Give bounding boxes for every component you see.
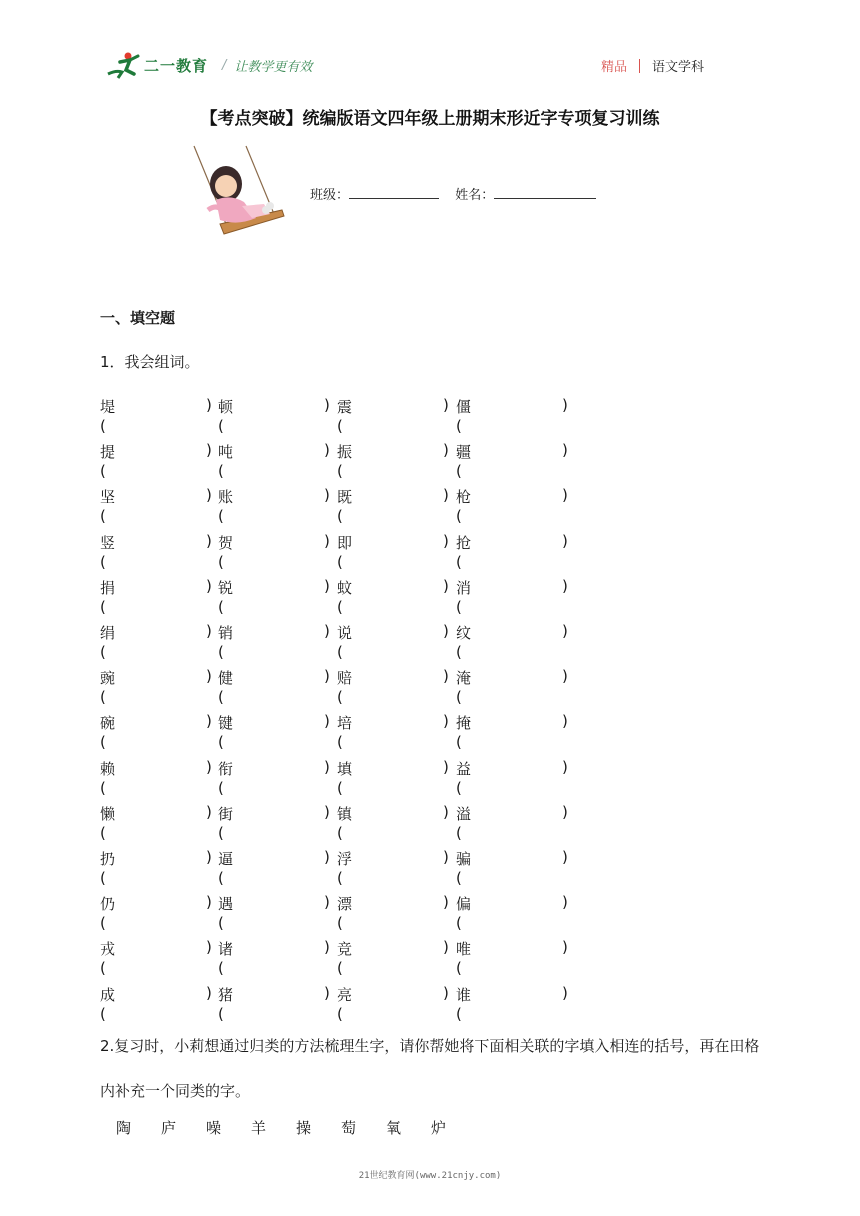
target-character: 浮( [337, 850, 353, 887]
answer-blank-close: ) [324, 758, 330, 776]
word-row [0, 577, 860, 616]
answer-blank-close: ) [562, 396, 568, 414]
section-title: 一、填空题 [100, 309, 176, 327]
target-character: 掩( [456, 714, 472, 751]
sort-character[interactable]: 萄 [341, 1119, 357, 1137]
target-character: 竖( [100, 534, 116, 571]
target-character: 淹( [456, 669, 472, 706]
target-character: 抢( [456, 534, 472, 571]
sort-character[interactable]: 陶 [116, 1119, 132, 1137]
target-character: 蚊( [337, 579, 353, 616]
answer-blank-close: ) [324, 893, 330, 911]
target-character: 既( [337, 488, 353, 525]
page-footer: 21世纪教育网(www.21cnjy.com) [358, 1171, 502, 1181]
target-character: 锐( [218, 579, 234, 616]
answer-blank-close: ) [562, 532, 568, 550]
target-character: 亮( [337, 986, 353, 1023]
target-character: 成( [100, 986, 116, 1023]
name-blank[interactable] [494, 186, 596, 199]
answer-blank-close: ) [443, 712, 449, 730]
answer-blank-close: ) [562, 803, 568, 821]
answer-blank-close: ) [562, 441, 568, 459]
target-character: 账( [218, 488, 234, 525]
target-character: 吨( [218, 443, 234, 480]
site-logo [106, 50, 312, 80]
answer-blank-close: ) [206, 532, 212, 550]
answer-blank-close: ) [206, 577, 212, 595]
word-row [0, 938, 860, 977]
page-title: 【考点突破】统编版语文四年级上册期末形近字专项复习训练 [200, 109, 660, 129]
answer-blank-close: ) [324, 486, 330, 504]
target-character: 骗( [456, 850, 472, 887]
question-2-text: 2.复习时，小莉想通过归类的方法梳理生字，请你帮她将下面相关联的字填入相连的括号，再在田格内补充一个同类的字。 [100, 1037, 760, 1100]
answer-blank-close: ) [562, 667, 568, 685]
target-character: 仍( [100, 895, 116, 932]
answer-blank-close: ) [443, 622, 449, 640]
word-row [0, 984, 860, 1023]
logo-text: 二一教育 [144, 56, 209, 75]
target-character: 绢( [100, 624, 116, 661]
answer-blank-close: ) [324, 532, 330, 550]
answer-blank-close: ) [443, 758, 449, 776]
target-character: 顿( [218, 398, 234, 435]
class-label: 班级： [310, 188, 350, 203]
target-character: 谁( [456, 986, 472, 1023]
sort-character[interactable]: 炉 [431, 1119, 447, 1137]
header-tags [601, 56, 704, 75]
answer-blank-close: ) [562, 758, 568, 776]
target-character: 漂( [337, 895, 353, 932]
target-character: 消( [456, 579, 472, 616]
answer-blank-close: ) [206, 984, 212, 1002]
answer-blank-close: ) [562, 848, 568, 866]
running-man-logo-icon [106, 50, 142, 80]
sort-character[interactable]: 操 [296, 1119, 312, 1137]
word-row [0, 622, 860, 661]
target-character: 纹( [456, 624, 472, 661]
word-row [0, 486, 860, 525]
answer-blank-close: ) [443, 984, 449, 1002]
answer-blank-close: ) [443, 803, 449, 821]
answer-blank-close: ) [562, 577, 568, 595]
answer-blank-close: ) [443, 938, 449, 956]
target-character: 镇( [337, 805, 353, 842]
target-character: 键( [218, 714, 234, 751]
target-character: 街( [218, 805, 234, 842]
answer-blank-close: ) [206, 712, 212, 730]
answer-blank-close: ) [206, 893, 212, 911]
word-row [0, 441, 860, 480]
sort-character[interactable]: 氧 [386, 1119, 402, 1137]
word-row [0, 532, 860, 571]
answer-blank-close: ) [443, 532, 449, 550]
target-character: 碗( [100, 714, 116, 751]
target-character: 僵( [456, 398, 472, 435]
answer-blank-close: ) [324, 667, 330, 685]
target-character: 说( [337, 624, 353, 661]
target-character: 唯( [456, 940, 472, 977]
answer-blank-close: ) [562, 712, 568, 730]
target-character: 培( [337, 714, 353, 751]
target-character: 填( [337, 760, 353, 797]
word-row [0, 396, 860, 435]
quality-tag: 精品 [600, 60, 627, 75]
girl-on-swing-illustration [186, 144, 286, 240]
target-character: 赖( [100, 760, 116, 797]
word-row [0, 758, 860, 797]
target-character: 坚( [100, 488, 116, 525]
target-character: 振( [337, 443, 353, 480]
sort-character[interactable]: 羊 [251, 1119, 267, 1137]
answer-blank-close: ) [443, 667, 449, 685]
target-character: 益( [456, 760, 472, 797]
answer-blank-close: ) [324, 712, 330, 730]
tag-divider [639, 59, 640, 73]
target-character: 枪( [456, 488, 472, 525]
student-info-line [310, 184, 596, 203]
target-character: 豌( [100, 669, 116, 706]
answer-blank-close: ) [562, 622, 568, 640]
word-row [0, 667, 860, 706]
target-character: 堤( [100, 398, 116, 435]
answer-blank-close: ) [206, 441, 212, 459]
target-character: 诸( [218, 940, 234, 977]
target-character: 赔( [337, 669, 353, 706]
answer-blank-close: ) [443, 848, 449, 866]
answer-blank-close: ) [206, 667, 212, 685]
answer-blank-close: ) [443, 893, 449, 911]
target-character: 销( [218, 624, 234, 661]
answer-blank-close: ) [324, 938, 330, 956]
subject-tag: 语文学科 [651, 60, 704, 75]
target-character: 提( [100, 443, 116, 480]
answer-blank-close: ) [206, 938, 212, 956]
answer-blank-close: ) [206, 486, 212, 504]
word-row [0, 803, 860, 842]
answer-blank-close: ) [324, 803, 330, 821]
word-row [0, 893, 860, 932]
target-character: 竞( [337, 940, 353, 977]
answer-blank-close: ) [206, 622, 212, 640]
target-character: 疆( [456, 443, 472, 480]
answer-blank-close: ) [206, 396, 212, 414]
answer-blank-close: ) [206, 758, 212, 776]
target-character: 戎( [100, 940, 116, 977]
question-1-prompt: 1．我会组词。 [100, 353, 200, 371]
target-character: 衔( [218, 760, 234, 797]
class-blank[interactable] [349, 186, 439, 199]
answer-blank-close: ) [324, 396, 330, 414]
slogan: 让教学更有效 [234, 59, 313, 75]
target-character: 懒( [100, 805, 116, 842]
target-character: 逼( [218, 850, 234, 887]
name-label: 姓名： [455, 188, 495, 203]
sort-character[interactable]: 噪 [206, 1119, 222, 1137]
target-character: 健( [218, 669, 234, 706]
answer-blank-close: ) [324, 622, 330, 640]
target-character: 贺( [218, 534, 234, 571]
answer-blank-close: ) [443, 577, 449, 595]
answer-blank-close: ) [324, 441, 330, 459]
answer-blank-close: ) [562, 486, 568, 504]
target-character: 偏( [456, 895, 472, 932]
target-character: 即( [337, 534, 353, 571]
answer-blank-close: ) [562, 984, 568, 1002]
target-character: 震( [337, 398, 353, 435]
target-character: 扔( [100, 850, 116, 887]
answer-blank-close: ) [324, 848, 330, 866]
target-character: 溢( [456, 805, 472, 842]
answer-blank-close: ) [324, 577, 330, 595]
question-2-characters [116, 1117, 476, 1138]
answer-blank-close: ) [206, 848, 212, 866]
target-character: 猪( [218, 986, 234, 1023]
target-character: 遇( [218, 895, 234, 932]
word-row [0, 712, 860, 751]
answer-blank-close: ) [443, 486, 449, 504]
answer-blank-close: ) [562, 938, 568, 956]
sort-character[interactable]: 庐 [161, 1119, 177, 1137]
answer-blank-close: ) [562, 893, 568, 911]
word-row [0, 848, 860, 887]
answer-blank-close: ) [324, 984, 330, 1002]
target-character: 捐( [100, 579, 116, 616]
answer-blank-close: ) [443, 441, 449, 459]
header-divider: / [222, 57, 227, 73]
answer-blank-close: ) [206, 803, 212, 821]
answer-blank-close: ) [443, 396, 449, 414]
